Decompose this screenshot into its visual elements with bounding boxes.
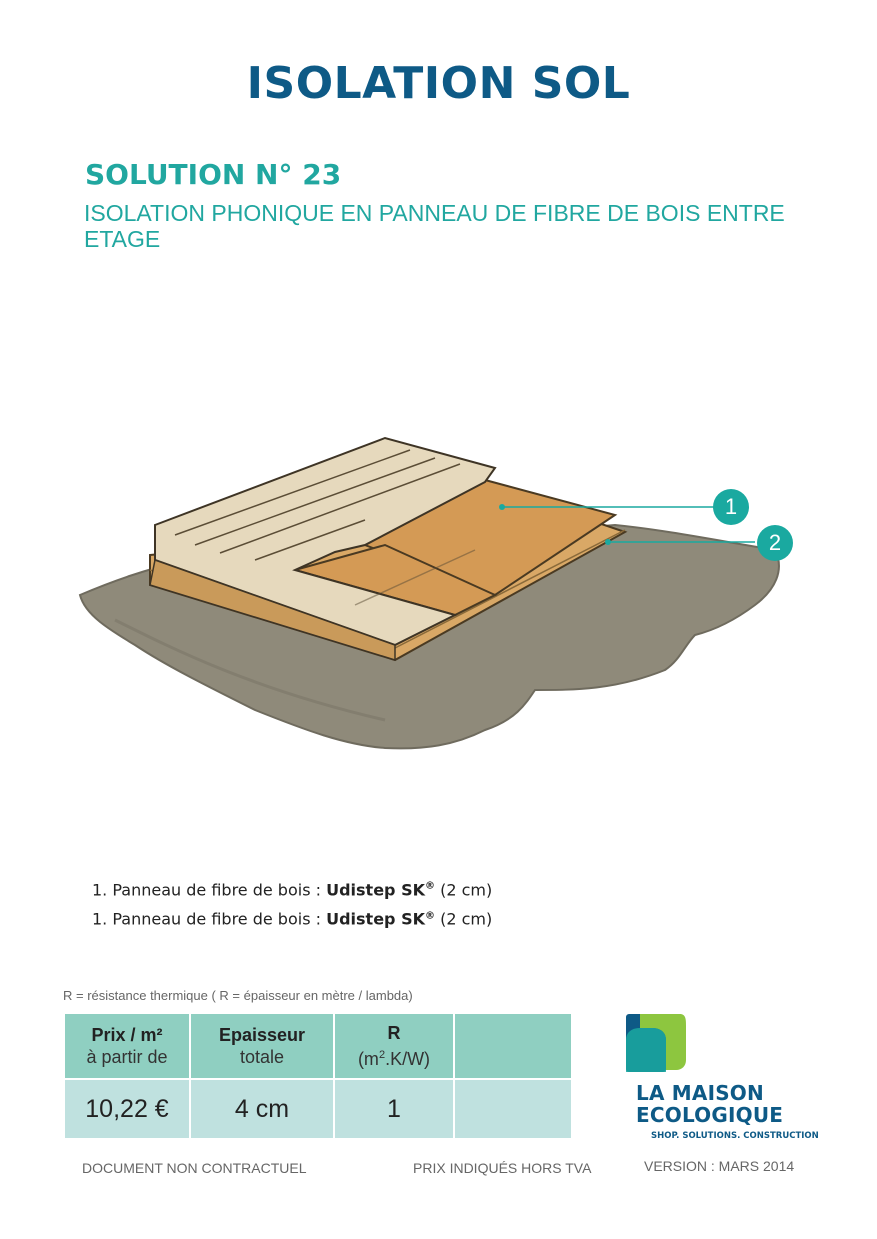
legend-prefix: 1. Panneau de fibre de bois :	[92, 909, 327, 929]
value-r: 1	[334, 1079, 454, 1139]
footer-version: VERSION : MARS 2014	[644, 1158, 795, 1174]
logo-line-1: LA MAISON	[636, 1081, 764, 1105]
footer-tax-note: PRIX INDIQUÉS HORS TVA	[413, 1160, 592, 1176]
legend-product: Udistep SK	[326, 880, 425, 900]
solution-subtitle: ISOLATION PHONIQUE EN PANNEAU DE FIBRE DE BOIS ENTRE ETAGE	[84, 200, 785, 252]
legend-prefix: 1. Panneau de fibre de bois :	[92, 880, 327, 900]
header-empty	[454, 1013, 572, 1079]
page-title: ISOLATION SOL	[246, 58, 631, 109]
value-thickness: 4 cm	[190, 1079, 334, 1139]
header-thickness: Epaisseur totale	[190, 1013, 334, 1079]
logo-line-2: ECOLOGIQUE	[636, 1103, 784, 1127]
legend-list	[92, 874, 492, 933]
table-header-row	[64, 1013, 572, 1079]
value-price: 10,22 €	[64, 1079, 190, 1139]
value-empty	[454, 1079, 572, 1139]
logo-tagline: SHOP. SOLUTIONS. CONSTRUCTION	[651, 1131, 819, 1141]
callout-2: 2	[757, 525, 793, 561]
floor-illustration	[55, 420, 815, 770]
r-value-note: R = résistance thermique ( R = épaisseur en mètre / lambda)	[63, 988, 413, 1003]
callout-1: 1	[713, 489, 749, 525]
legend-item	[92, 903, 492, 932]
legend-product: Udistep SK	[326, 909, 425, 929]
header-price: Prix / m² à partir de	[64, 1013, 190, 1079]
logo-wordmark	[636, 1082, 783, 1126]
table-row	[64, 1079, 572, 1139]
legend-suffix: (2 cm)	[435, 880, 493, 900]
solution-number: SOLUTION N° 23	[85, 158, 342, 191]
legend-mark: ®	[425, 881, 435, 892]
legend-suffix: (2 cm)	[435, 909, 493, 929]
legend-item	[92, 874, 492, 903]
legend-mark: ®	[425, 910, 435, 922]
footer-disclaimer: DOCUMENT NON CONTRACTUEL	[82, 1160, 307, 1176]
header-r: R $(m^2.K/W)$	[334, 1013, 454, 1079]
spec-table	[63, 1012, 573, 1140]
